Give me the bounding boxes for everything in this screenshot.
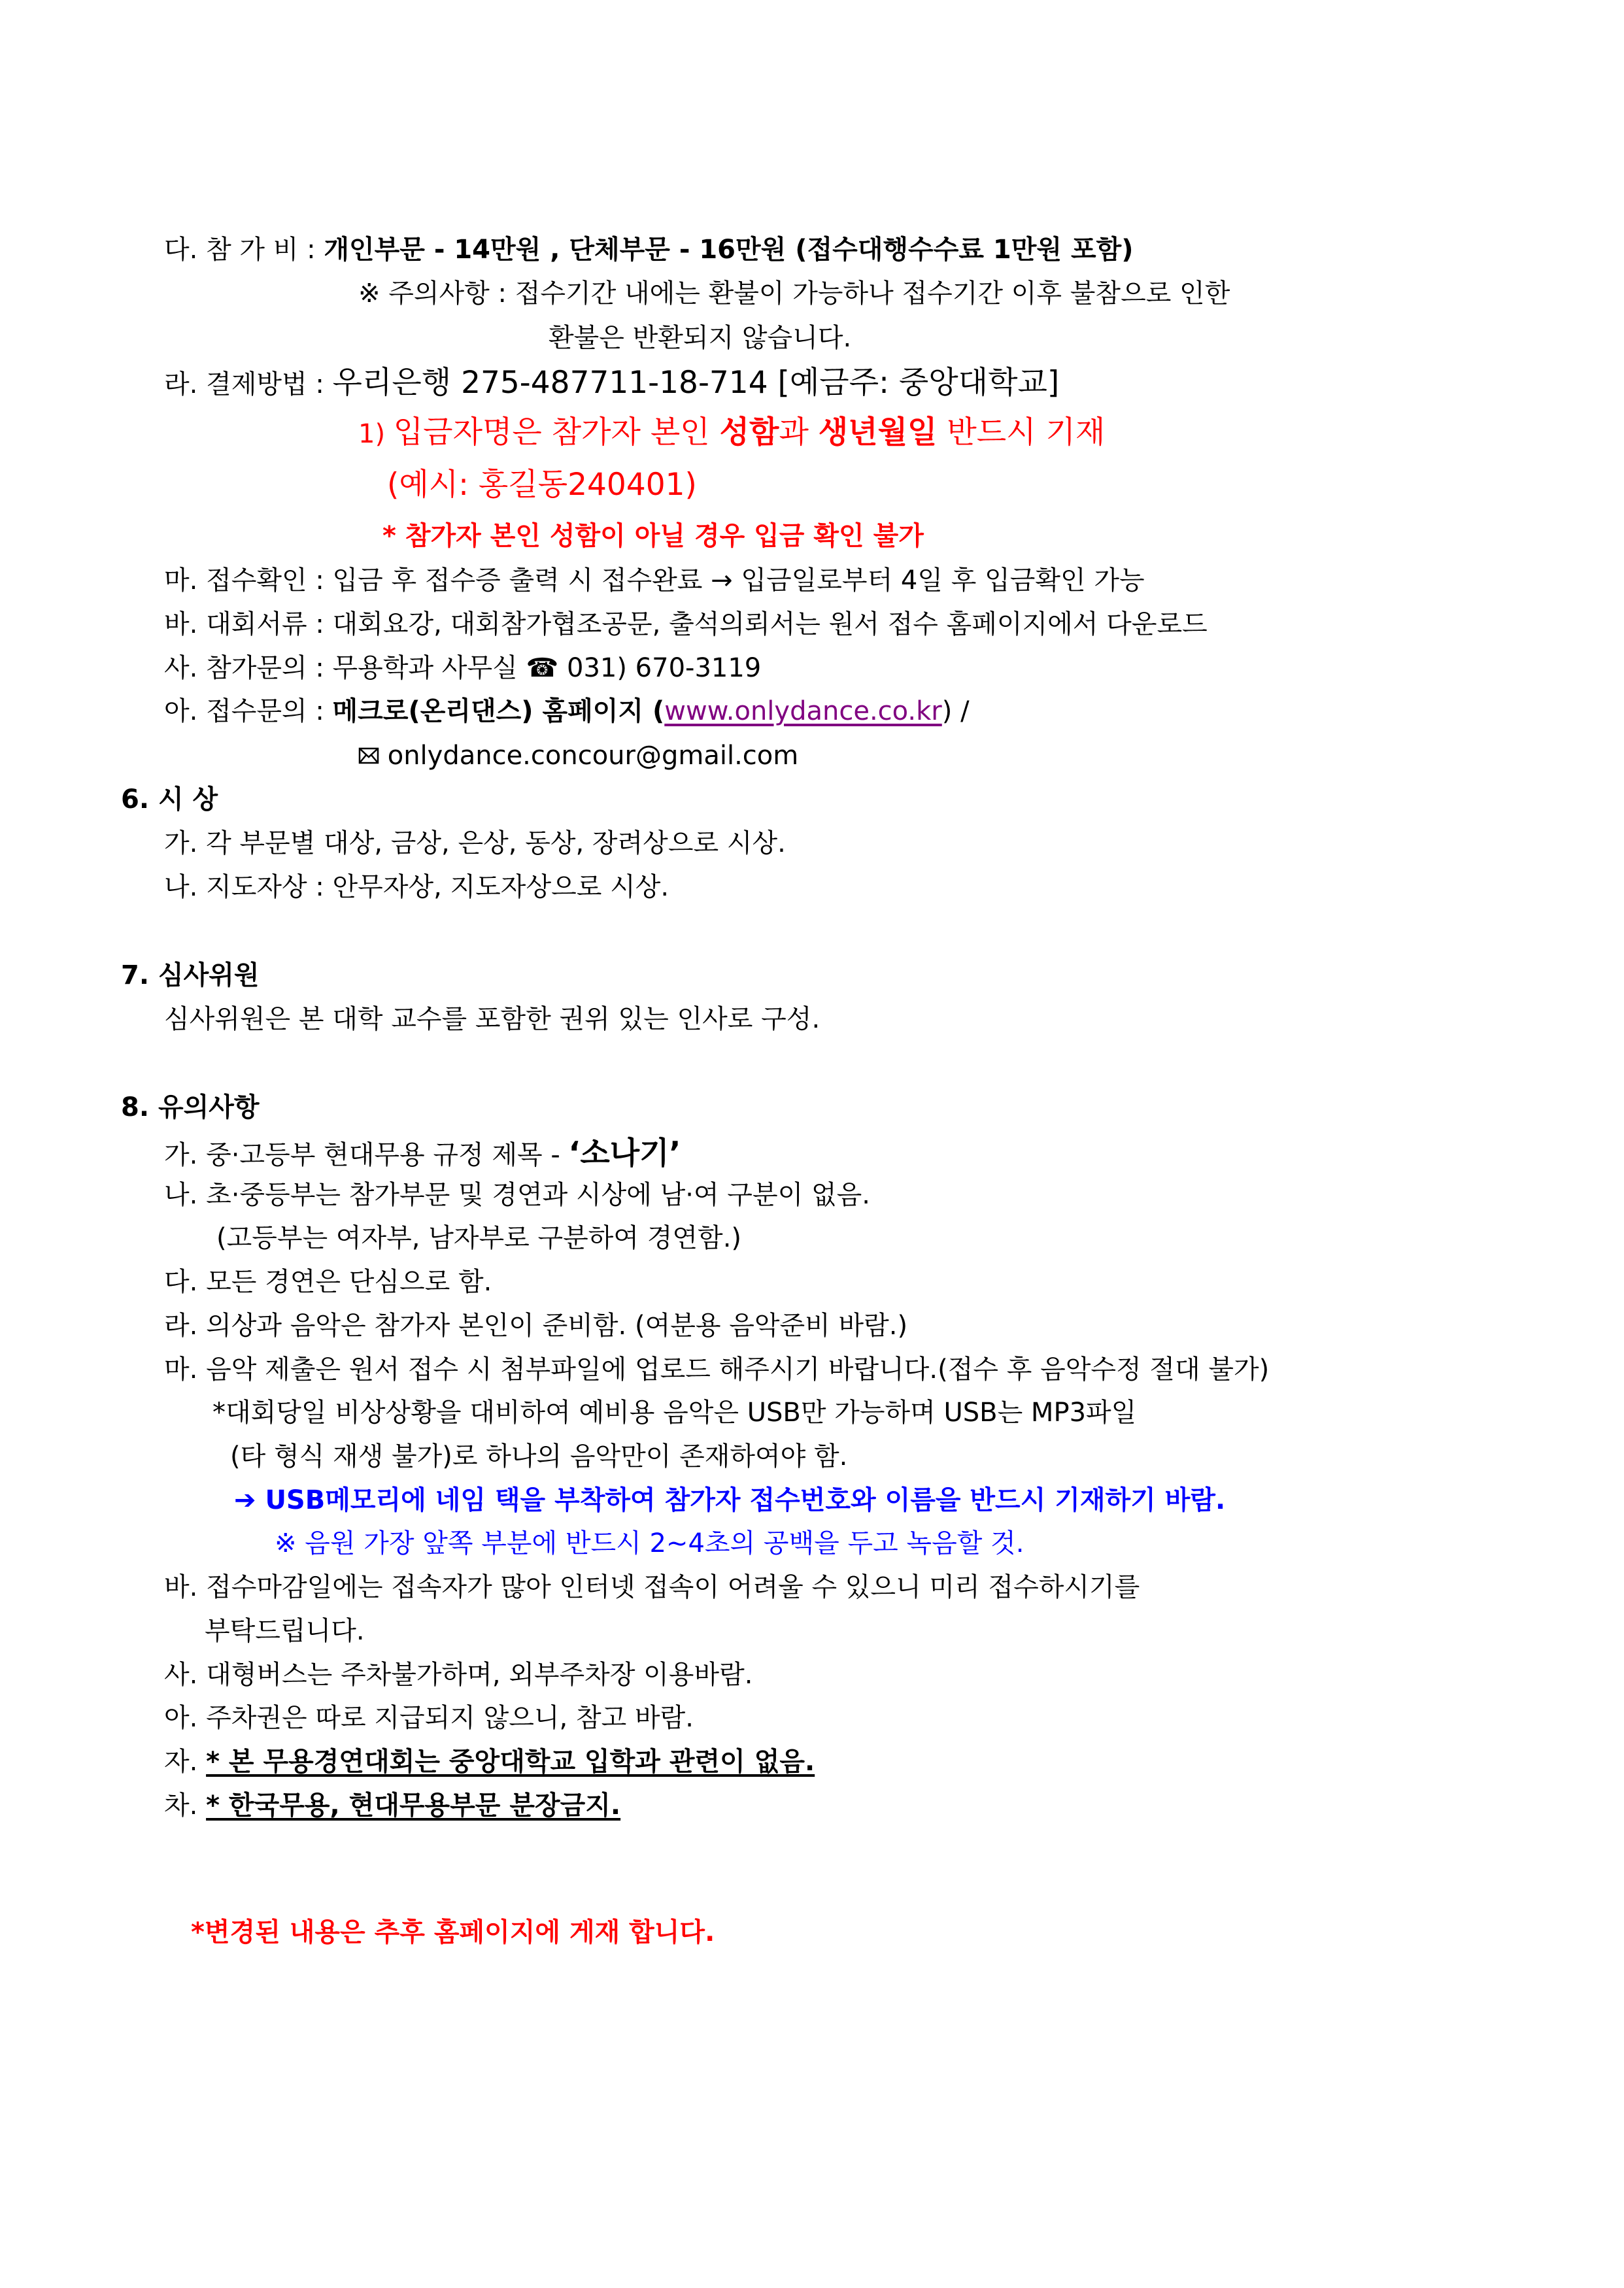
inquiry-phone: 031) 670-3119 xyxy=(558,653,762,683)
docs-line: 바. 대회서류 : 대회요강, 대회참가협조공문, 출석의뢰서는 원서 접수 홈페이지에서 다운로드 xyxy=(164,609,1208,639)
payment-rule-text-a: 입금자명은 참가자 본인 xyxy=(393,414,720,450)
payment-rule xyxy=(358,414,1106,450)
notes-cha xyxy=(164,1792,620,1819)
payment-rule-birth: 생년월일 xyxy=(818,414,938,450)
awards-item-2: 나. 지도자상 : 안무자상, 지도자상으로 시상. xyxy=(164,872,669,902)
notes-na-2: (고등부는 여자부, 남자부로 구분하여 경연함.) xyxy=(216,1223,742,1253)
payment-line xyxy=(164,365,1060,401)
notes-ja-label: 자. xyxy=(164,1747,207,1777)
notes-ja xyxy=(164,1749,815,1775)
notes-heading: 8. 유의사항 xyxy=(121,1092,260,1122)
payment-account: 우리은행 275-487711-18-714 [예금주: 중앙대학교] xyxy=(332,365,1060,401)
judges-heading: 7. 심사위원 xyxy=(121,960,260,990)
payment-label: 라. 결제방법 : xyxy=(164,369,333,399)
notes-ba-2: 부탁드립니다. xyxy=(205,1616,365,1646)
notes-na-1: 나. 초·중등부는 참가부문 및 경연과 시상에 남·여 구분이 없음. xyxy=(164,1180,870,1210)
notes-ba-1: 바. 접수마감일에는 접속자가 많아 인터넷 접속이 어려울 수 있으니 미리 접수하시기를 xyxy=(164,1572,1140,1602)
payment-rule-text-e: 반드시 기재 xyxy=(937,414,1106,450)
confirm-line: 마. 접수확인 : 입금 후 접수증 출력 시 접수완료 → 입금일로부터 4일 후 입금확인 가능 xyxy=(164,565,1145,596)
reception-label: 아. 접수문의 : xyxy=(164,696,333,726)
reception-site-end: ) / xyxy=(941,696,970,726)
notes-cha-text: * 한국무용, 현대무용부문 분장금지. xyxy=(206,1791,621,1821)
notes-cha-label: 차. xyxy=(164,1791,207,1821)
notes-da: 다. 모든 경연은 단심으로 함. xyxy=(164,1267,492,1297)
payment-rule-text-c: 과 xyxy=(779,414,819,450)
inquiry-line xyxy=(164,655,761,681)
fee-note-1: ※ 주의사항 : 접수기간 내에는 환불이 가능하나 접수기간 이후 불참으로 인한 xyxy=(358,278,1230,309)
notes-ma-4: ➔ USB메모리에 네임 택을 부착하여 참가자 접수번호와 이름을 반드시 기재하기 바람. xyxy=(234,1485,1226,1515)
fee-label: 다. 참 가 비 : xyxy=(164,235,324,265)
notes-ma-1: 마. 음악 제출은 원서 접수 시 첨부파일에 업로드 해주시기 바랍니다.(접수 후 음악수정 절대 불가) xyxy=(164,1354,1270,1385)
notes-ma-2: *대회당일 비상상황을 대비하여 예비용 음악은 USB만 가능하며 USB는 MP3파일 xyxy=(212,1398,1137,1428)
judges-text: 심사위원은 본 대학 교수를 포함한 권위 있는 인사로 구성. xyxy=(164,1004,820,1034)
notes-ra: 라. 의상과 음악은 참가자 본인이 준비함. (여분용 음악준비 바람.) xyxy=(164,1311,908,1341)
awards-heading: 6. 시 상 xyxy=(121,784,218,815)
email-line xyxy=(358,743,798,769)
awards-item-1: 가. 각 부문별 대상, 금상, 은상, 동상, 장려상으로 시상. xyxy=(164,828,786,858)
payment-example: (예시: 홍길동240401) xyxy=(387,467,697,503)
email-address[interactable]: onlydance.concour@gmail.com xyxy=(379,741,799,771)
notes-ja-text: * 본 무용경연대회는 중앙대학교 입학과 관련이 없음. xyxy=(206,1747,815,1777)
fee-value: 개인부문 - 14만원 , 단체부문 - 16만원 (접수대행수수료 1만원 포함) xyxy=(324,235,1134,265)
payment-warning: * 참가자 본인 성함이 아닐 경우 입금 확인 불가 xyxy=(382,521,924,551)
notes-ma-5: ※ 음원 가장 앞쪽 부분에 반드시 2~4초의 공백을 두고 녹음할 것. xyxy=(275,1528,1024,1558)
payment-rule-number: 1) xyxy=(358,419,394,449)
notes-ga xyxy=(164,1138,681,1169)
reception-site: 메크로(온리댄스) 홈페이지 ( xyxy=(332,696,665,726)
notes-ma-3: (타 형식 재생 불가)로 하나의 음악만이 존재하여야 함. xyxy=(230,1441,848,1472)
notes-ga-text: 가. 중·고등부 현대무용 규정 제목 - xyxy=(164,1140,569,1170)
notes-ga-title: ‘소나기’ xyxy=(568,1136,681,1171)
payment-rule-name: 성함 xyxy=(719,414,779,450)
notes-aa: 아. 주차권은 따로 지급되지 않으니, 참고 바람. xyxy=(164,1703,694,1733)
notes-sa: 사. 대형버스는 주차불가하며, 외부주차장 이용바람. xyxy=(164,1660,753,1690)
fee-line xyxy=(164,237,1134,263)
inquiry-text: 사. 참가문의 : 무용학과 사무실 xyxy=(164,653,526,683)
homepage-link[interactable]: www.onlydance.co.kr xyxy=(664,696,942,726)
reception-line xyxy=(164,698,970,724)
footer-notice: *변경된 내용은 추후 홈페이지에 게재 합니다. xyxy=(191,1917,715,1947)
phone-icon: ☎ xyxy=(526,653,559,683)
envelope-icon xyxy=(358,746,379,765)
fee-note-2: 환불은 반환되지 않습니다. xyxy=(549,323,852,353)
